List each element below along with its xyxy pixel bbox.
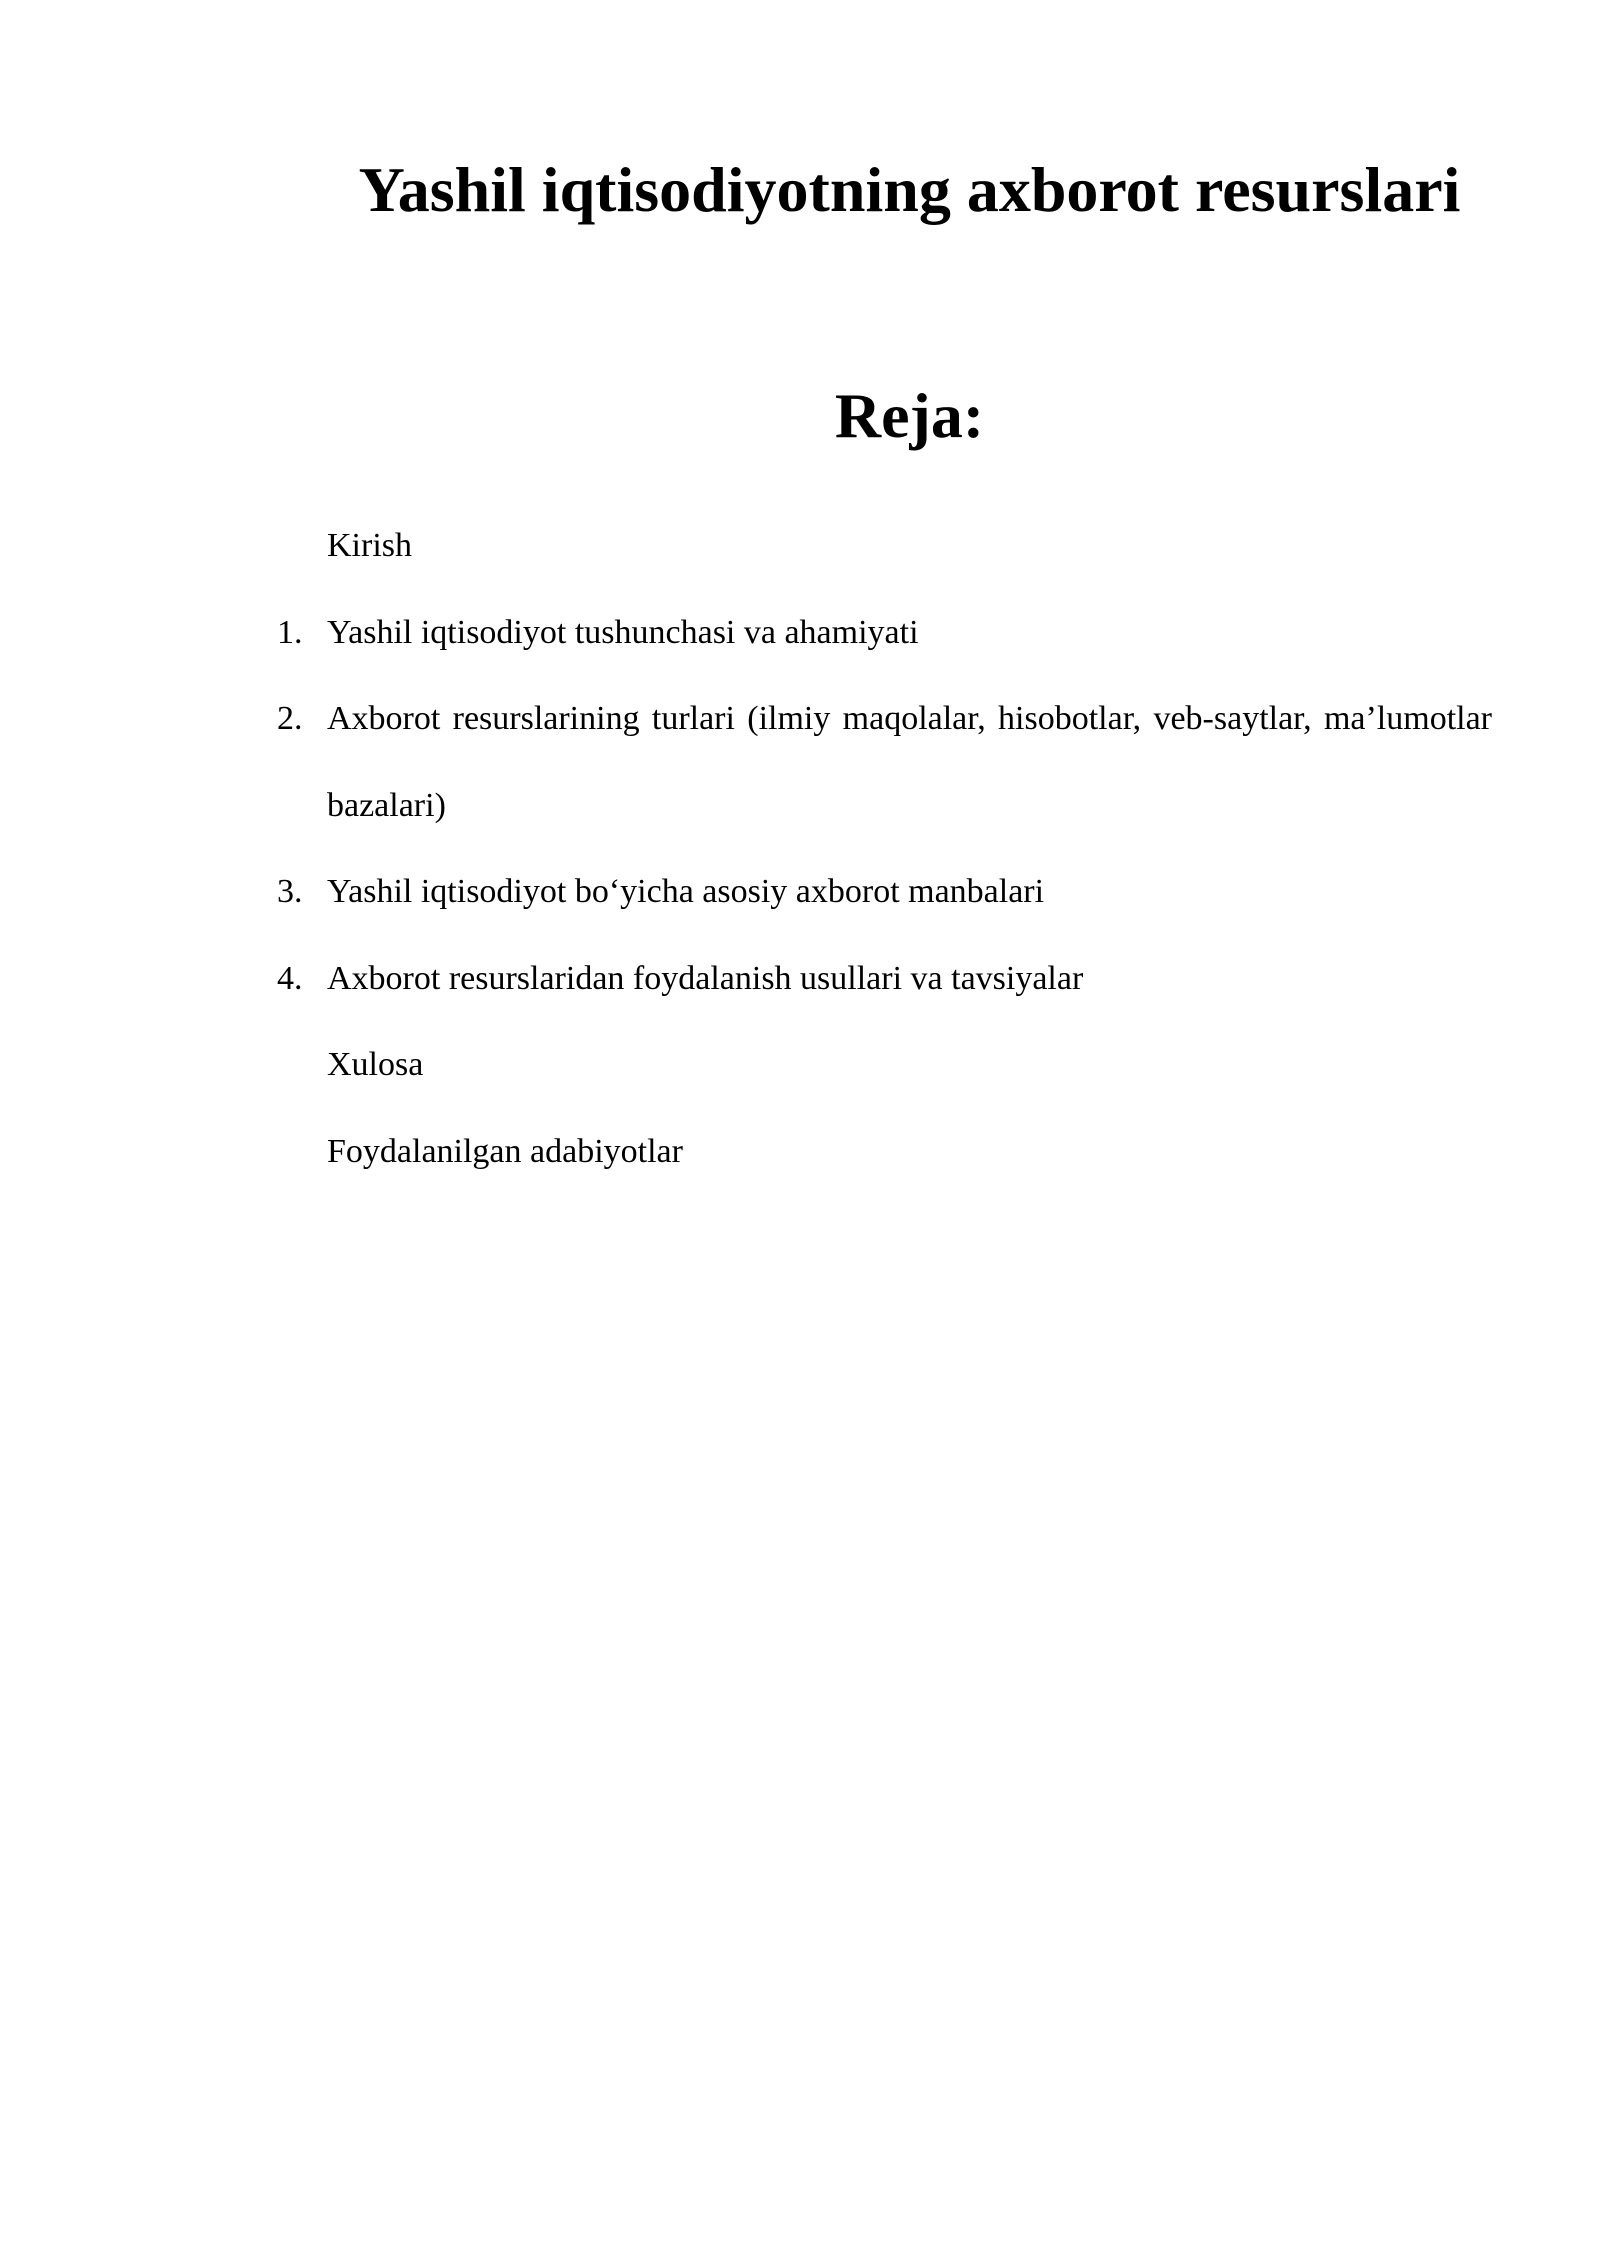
plan-item-text: Yashil iqtisodiyot bo‘yicha asosiy axborot manbalari (327, 873, 1045, 910)
document-title: Yashil iqtisodiyotning axborot resurslari (358, 154, 1461, 225)
plan-item-number: 4. (277, 960, 303, 997)
plan-item-number: 1. (277, 614, 303, 651)
plan-item-text: Axborot resurslarining turlari (ilmiy maqolalar, hisobotlar, veb-saytlar, ma’lumotlar bazalari) (327, 700, 1492, 824)
plan-item-number: 3. (277, 873, 303, 910)
plan-heading: Reja: (834, 380, 985, 451)
plan-item-text: Yashil iqtisodiyot tushunchasi va ahamiyati (327, 614, 919, 651)
plan-item-number: 2. (277, 700, 303, 737)
plan-item-text: Axborot resurslaridan foydalanish usullari va tavsiyalar (327, 960, 1084, 997)
plan-item-text: Kirish (327, 527, 412, 564)
plan-item-text: Foydalanilgan adabiyotlar (327, 1133, 683, 1170)
plan-item-text: Xulosa (327, 1046, 424, 1083)
